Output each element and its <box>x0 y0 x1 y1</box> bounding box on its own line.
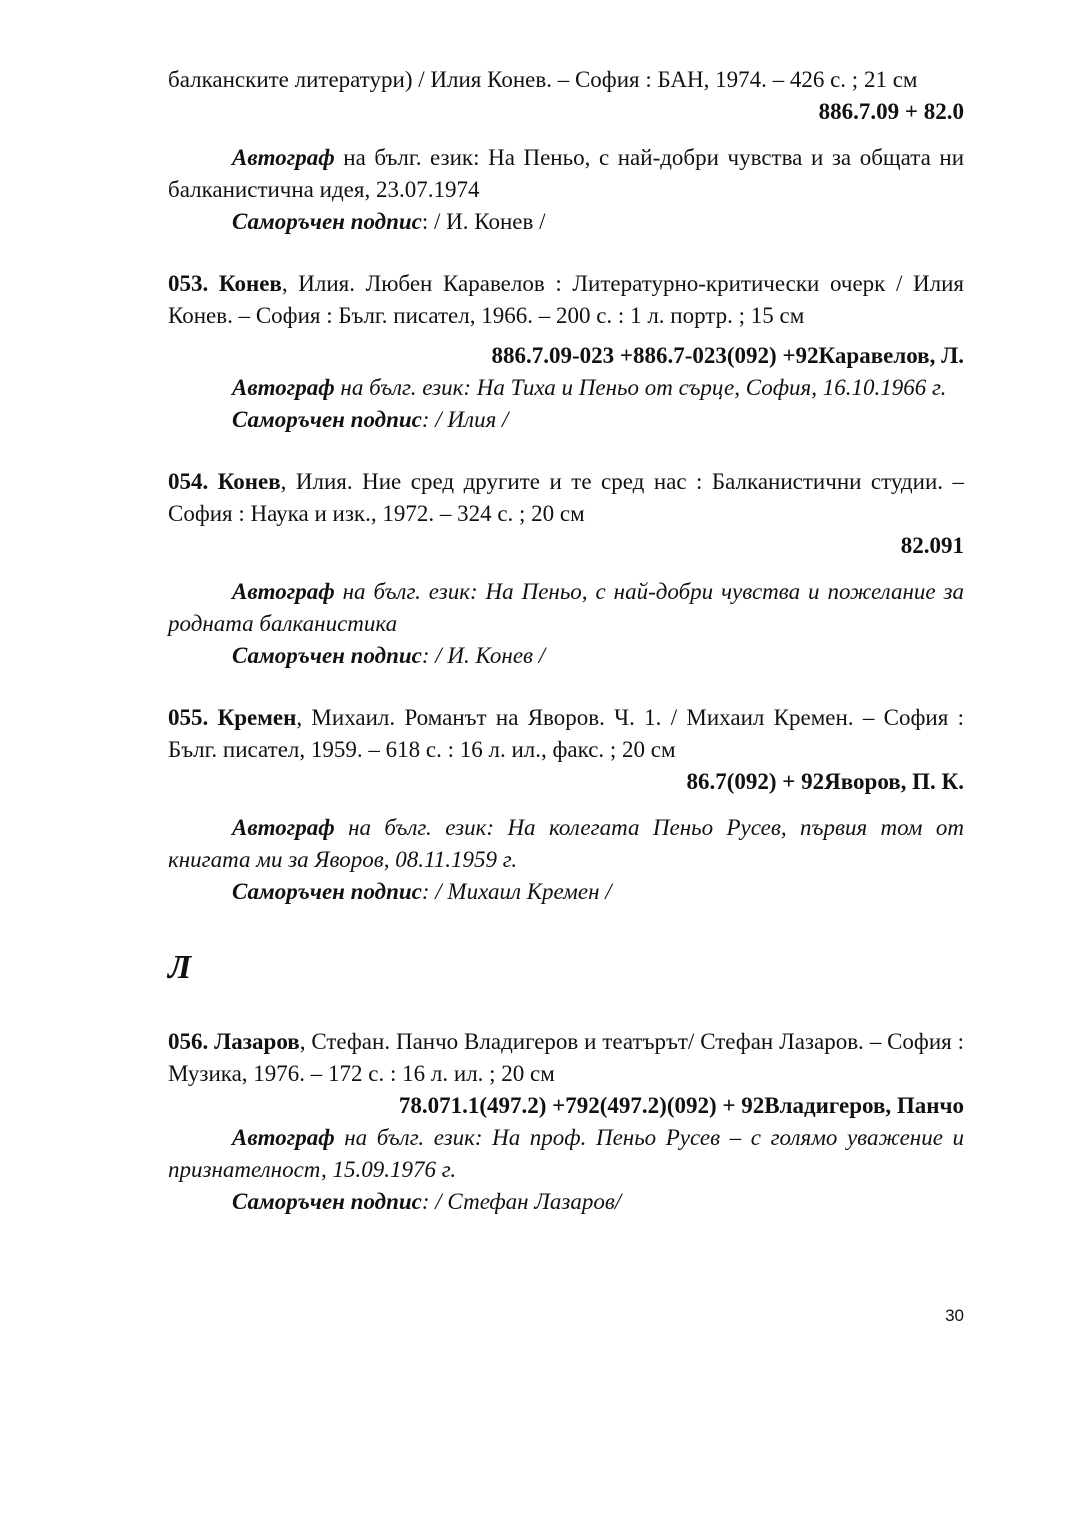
entry-number: 055. <box>168 705 209 730</box>
entry-author: Конев <box>218 271 282 296</box>
entry-056-description <box>168 1026 964 1090</box>
entry-prev-description: балканските литератури) / Илия Конев. – София : БАН, 1974. – 426 с. ; 21 см <box>168 67 918 92</box>
autograph-label: Автограф <box>232 579 335 604</box>
entry-number: 056. <box>168 1029 209 1054</box>
entry-054-signature <box>168 640 964 672</box>
section-letter-heading: Л <box>168 949 192 986</box>
autograph-label: Автограф <box>232 815 335 840</box>
entry-055-description <box>168 702 964 766</box>
entry-054-autograph <box>168 576 964 640</box>
entry-056-autograph <box>168 1122 964 1186</box>
entry-053-autograph <box>168 372 964 404</box>
entry-text: , Стефан. Панчо Владигеров и театърът/ Стефан Лазаров. – София : Музика, 1976. – 172 с. : 16 л. ил. ; 20 см <box>168 1029 965 1086</box>
entry-053-signature <box>168 404 964 436</box>
autograph-label: Автограф <box>232 145 335 170</box>
entry-author: Лазаров <box>214 1029 300 1054</box>
entry-author: Конев <box>217 469 281 494</box>
entry-053-udc: 886.7.09-023 +886.7-023(092) +92Каравелов, Л. <box>491 343 964 368</box>
signature-text: : / Михаил Кремен / <box>421 879 612 904</box>
signature-text: : / И. Конев / <box>421 643 546 668</box>
signature-text: : / И. Конев / <box>421 209 546 234</box>
autograph-text: на бълг. език: На проф. Пеньо Русев – с голямо уважение и признателност, 15.09.1976 г. <box>168 1125 964 1182</box>
entry-prev-udc: 886.7.09 + 82.0 <box>818 99 964 124</box>
entry-number: 054. <box>168 469 209 494</box>
autograph-text: на бълг. език: На колегата Пеньо Русев, първия том от книгата ми за Яворов, 08.11.1959 г. <box>168 815 964 872</box>
entry-text: , Михаил. Романът на Яворов. Ч. 1. / Михаил Кремен. – София : Бълг. писател, 1959. – 618 с. : 16 л. ил., факс. ; 20 см <box>168 705 964 762</box>
entry-055-signature <box>168 876 964 908</box>
signature-label: Саморъчен подпис <box>232 643 422 668</box>
autograph-text: на бълг. език: На Пеньо, с най-добри чувства и пожелание за родната балканистика <box>168 579 964 636</box>
entry-056-signature <box>168 1186 964 1218</box>
autograph-text: на бълг. език: На Пеньо, с най-добри чувства и за общата ни балканистична идея, 23.07.1974 <box>168 145 964 202</box>
signature-label: Саморъчен подпис <box>232 407 422 432</box>
document-page <box>168 64 964 1218</box>
entry-prev-autograph <box>168 142 964 206</box>
signature-text: : / Стефан Лазаров/ <box>421 1189 622 1214</box>
page-number: 30 <box>945 1306 964 1325</box>
entry-054-udc: 82.091 <box>900 533 964 558</box>
entry-053-description <box>168 268 964 332</box>
entry-055-udc: 86.7(092) + 92Яворов, П. К. <box>686 769 964 794</box>
entry-055-autograph <box>168 812 964 876</box>
signature-text: : / Илия / <box>421 407 509 432</box>
signature-label: Саморъчен подпис <box>232 879 422 904</box>
entry-prev-signature <box>168 206 964 238</box>
entry-054-description <box>168 466 964 530</box>
autograph-label: Автограф <box>232 375 335 400</box>
entry-text: , Илия. Любен Каравелов : Литературно-критически очерк / Илия Конев. – София : Бълг. писател, 1966. – 200 с. : 1 л. портр. ; 15 см <box>168 271 965 328</box>
autograph-text: на бълг. език: На Тиха и Пеньо от сърце, София, 16.10.1966 г. <box>334 375 947 400</box>
autograph-label: Автограф <box>232 1125 335 1150</box>
entry-number: 053. <box>168 271 209 296</box>
entry-author: Кремен <box>217 705 297 730</box>
entry-text: , Илия. Ние сред другите и те сред нас : Балканистични студии. – София : Наука и изк., 1972. – 324 с. ; 20 см <box>168 469 964 526</box>
signature-label: Саморъчен подпис <box>232 1189 422 1214</box>
signature-label: Саморъчен подпис <box>232 209 422 234</box>
entry-056-udc: 78.071.1(497.2) +792(497.2)(092) + 92Владигеров, Панчо <box>398 1093 964 1118</box>
